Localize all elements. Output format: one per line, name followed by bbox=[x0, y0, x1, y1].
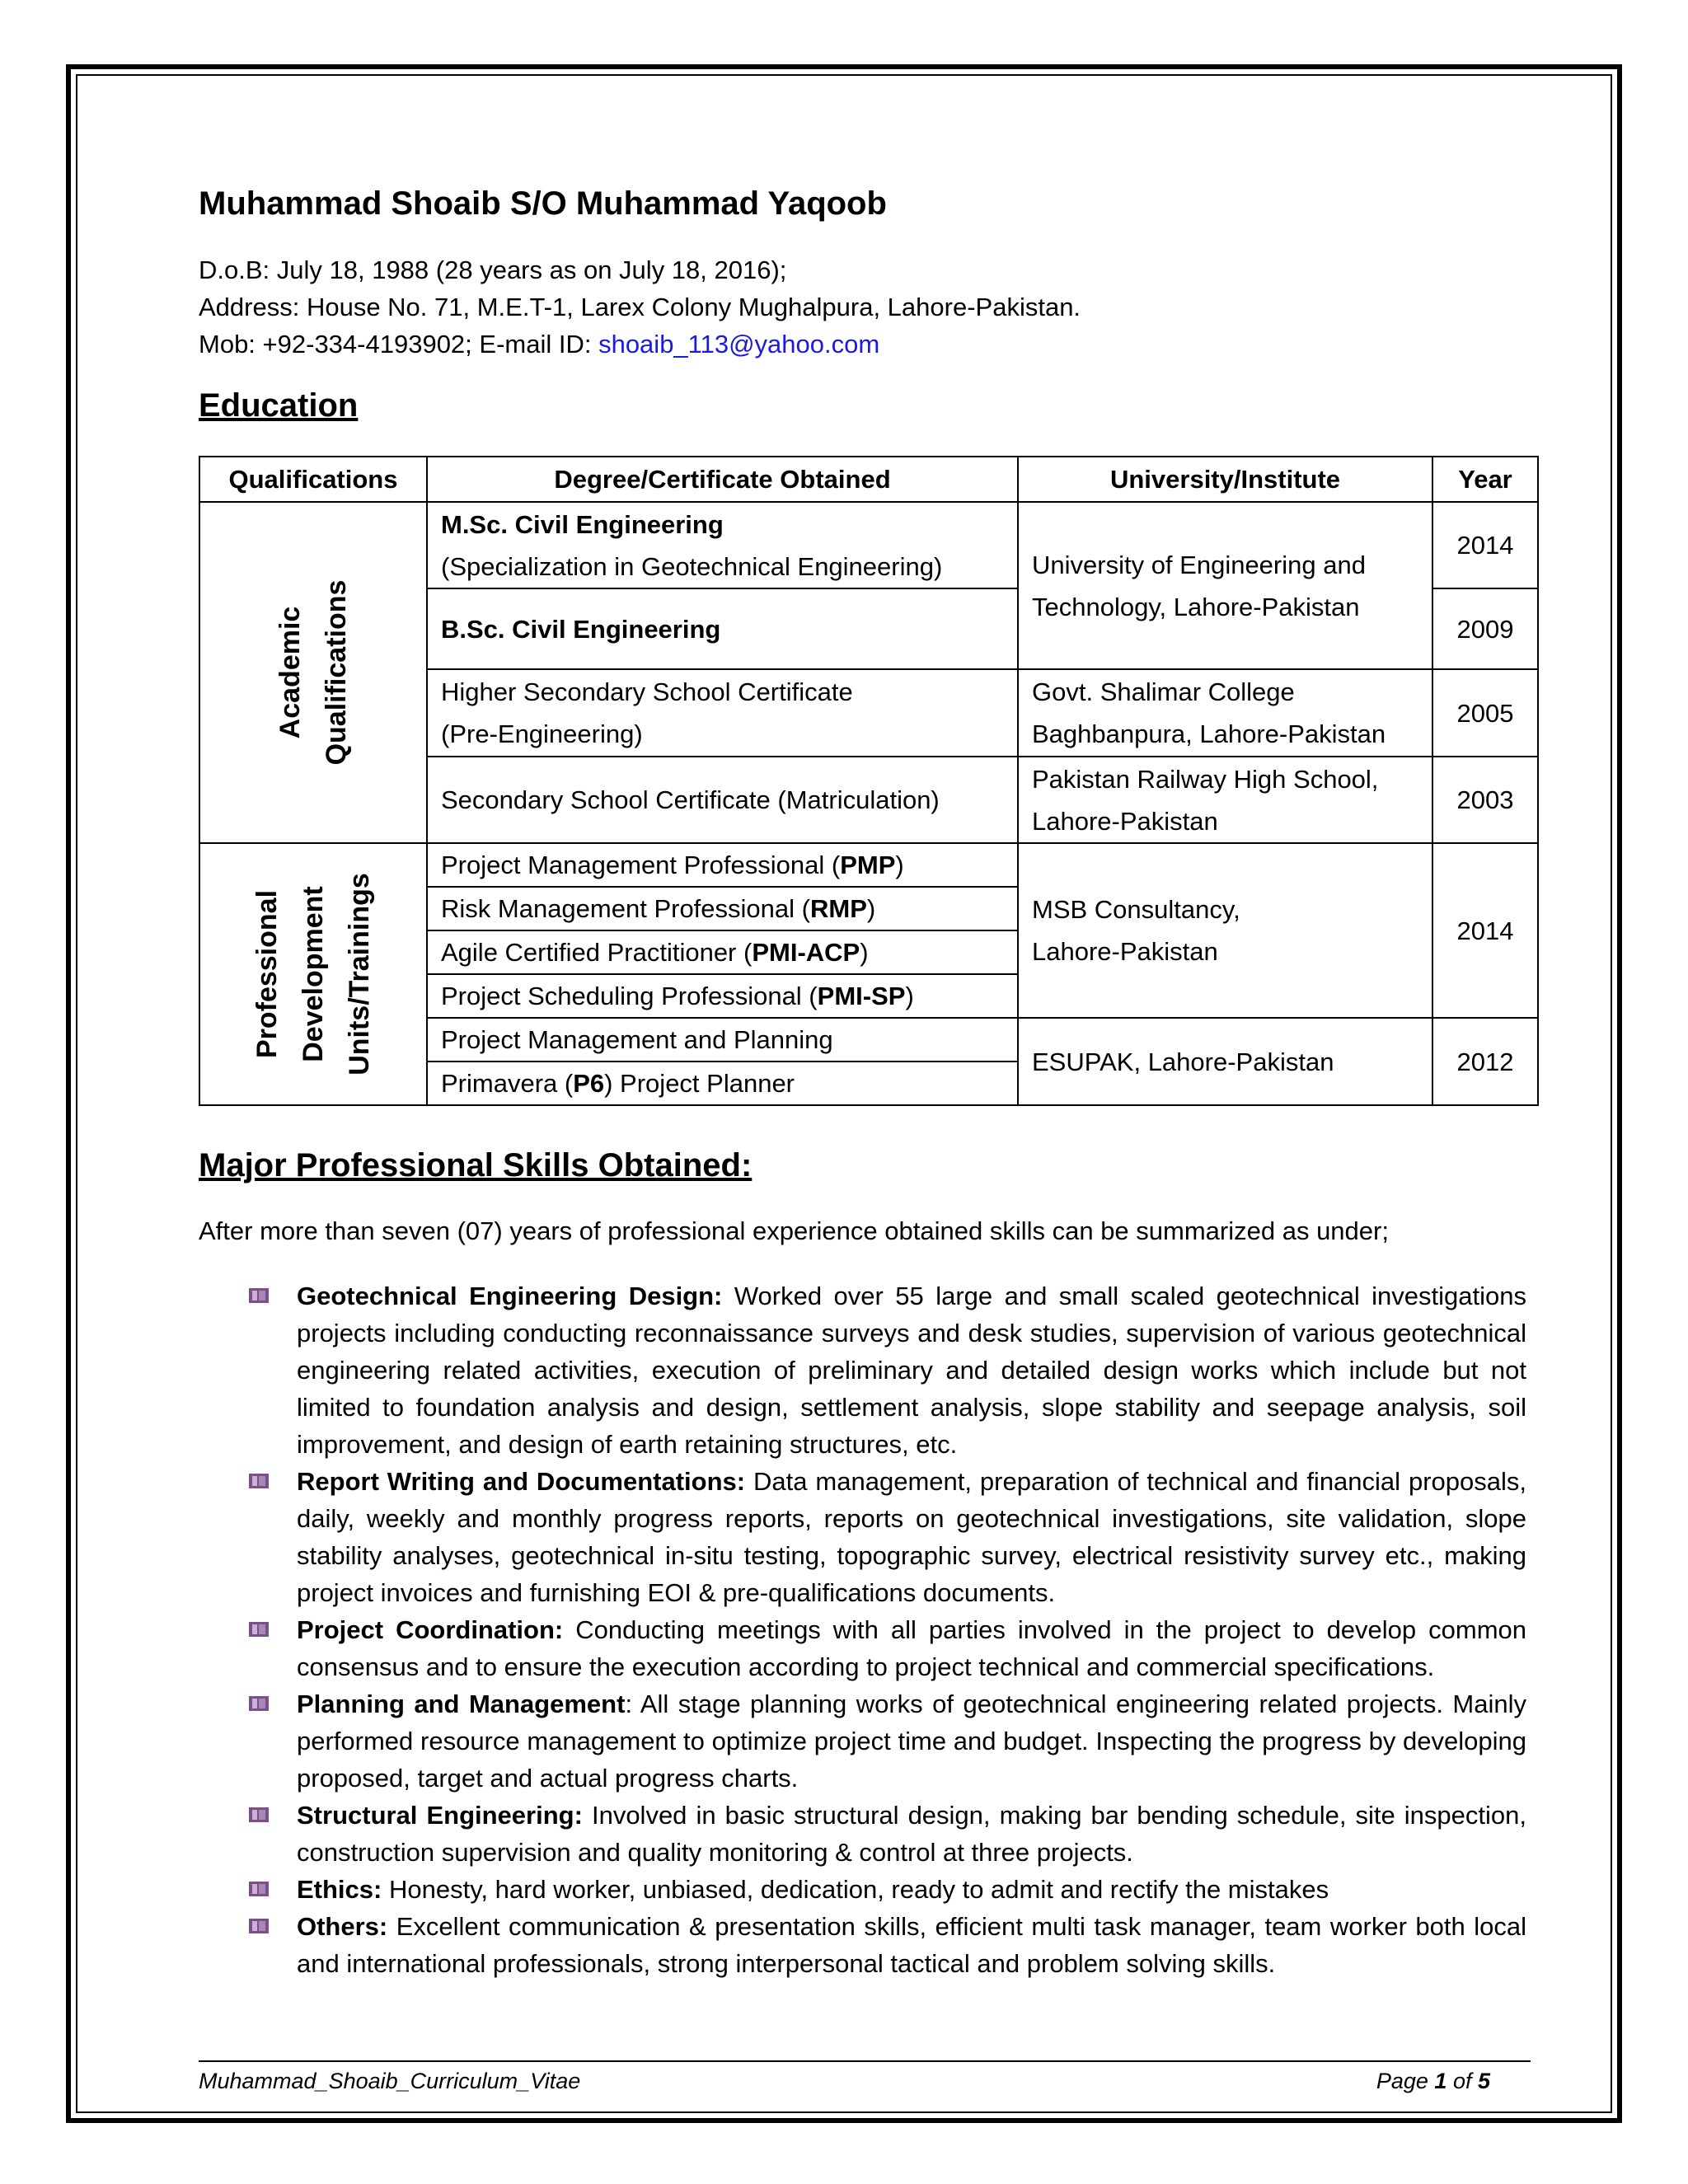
academic-label: Academic bbox=[274, 606, 306, 739]
skill-label: Others: bbox=[297, 1912, 388, 1941]
bullet-book-icon bbox=[247, 1879, 270, 1899]
col-header: Degree/Certificate Obtained bbox=[427, 457, 1018, 502]
institute-cell: ESUPAK, Lahore-Pakistan bbox=[1018, 1018, 1432, 1105]
mobile-text: Mob: +92-334-4193902; E-mail ID: bbox=[199, 330, 599, 359]
training-text: Agile Certified Practitioner ( bbox=[441, 938, 753, 967]
skill-item bbox=[247, 1463, 1526, 1611]
degree-cell: Secondary School Certificate (Matriculation) bbox=[427, 757, 1018, 843]
institute-line: Lahore-Pakistan bbox=[1032, 937, 1218, 966]
professional-development-cell bbox=[199, 843, 427, 1105]
skill-item bbox=[247, 1797, 1526, 1871]
institute-cell bbox=[1018, 669, 1432, 757]
skill-label: Ethics: bbox=[297, 1875, 382, 1904]
footer-page-number bbox=[1376, 2069, 1490, 2094]
year-cell: 2012 bbox=[1432, 1018, 1538, 1105]
education-title: Education bbox=[199, 387, 359, 424]
degree-title: B.Sc. Civil Engineering bbox=[441, 614, 721, 644]
col-header: Qualifications bbox=[199, 457, 427, 502]
training-text: Project Management Professional ( bbox=[441, 851, 841, 879]
skill-label: Project Coordination: bbox=[297, 1615, 564, 1644]
paren: ) bbox=[866, 894, 876, 923]
training-abbr: PMP bbox=[840, 851, 896, 879]
training-cell bbox=[427, 843, 1018, 887]
skill-label: Report Writing and Documentations: bbox=[297, 1467, 746, 1496]
skill-text: Involved in basic structural design, making bar bending schedule, site inspection, construction supervision and quality monitoring & control at three projects. bbox=[297, 1801, 1526, 1867]
year-cell: 2009 bbox=[1432, 588, 1538, 669]
table-header-row bbox=[199, 457, 1538, 502]
skill-item bbox=[247, 1871, 1526, 1908]
page-prefix: Page bbox=[1376, 2069, 1435, 2093]
institute-line: Govt. Shalimar College bbox=[1032, 677, 1295, 706]
paren: ) bbox=[860, 938, 869, 967]
year-cell: 2014 bbox=[1432, 843, 1538, 1018]
table-row bbox=[199, 502, 1538, 588]
footer-divider bbox=[199, 2060, 1531, 2062]
skill-label: Geotechnical Engineering Design: bbox=[297, 1282, 723, 1310]
skill-label: Structural Engineering: bbox=[297, 1801, 583, 1830]
institute-line: University of Engineering and bbox=[1032, 550, 1366, 579]
institute-line: Baghbanpura, Lahore-Pakistan bbox=[1032, 719, 1386, 748]
bullet-book-icon bbox=[247, 1805, 270, 1825]
training-text: Risk Management Professional ( bbox=[441, 894, 810, 923]
skill-text: Conducting meetings with all parties involved in the project to develop common consensus and to ensure the execution according to project technical and commercial specifications. bbox=[297, 1615, 1526, 1681]
year-cell: 2003 bbox=[1432, 757, 1538, 843]
training-cell bbox=[427, 974, 1018, 1018]
candidate-name: Muhammad Shoaib S/O Muhammad Yaqoob bbox=[199, 185, 887, 222]
page-total: 5 bbox=[1477, 2069, 1490, 2093]
training-text: ) Project Planner bbox=[604, 1069, 795, 1098]
page-current: 1 bbox=[1434, 2069, 1447, 2093]
education-table bbox=[199, 456, 1539, 1106]
institute-line: Pakistan Railway High School, bbox=[1032, 764, 1379, 794]
date-of-birth: D.o.B: July 18, 1988 (28 years as on July 18, 2016); bbox=[199, 255, 787, 284]
page-of: of bbox=[1447, 2069, 1478, 2093]
skill-text: Data management, preparation of technical and financial proposals, daily, weekly and monthly progress reports, reports on geotechnical investigations, site validation, slope stability analyses, geotechnical in-situ testing, topographic survey, electrical resistivity survey etc., making project invoices and furnishing EOI & pre-qualifications documents. bbox=[297, 1467, 1526, 1607]
degree-line: (Pre-Engineering) bbox=[441, 719, 643, 748]
skill-item bbox=[247, 1611, 1526, 1685]
pdu-label: Professional bbox=[251, 889, 283, 1059]
skill-item bbox=[247, 1908, 1526, 1982]
col-header: Year bbox=[1432, 457, 1538, 502]
pdu-label: Development bbox=[298, 886, 329, 1062]
paren: ) bbox=[895, 851, 904, 879]
year-cell: 2005 bbox=[1432, 669, 1538, 757]
institute-cell bbox=[1018, 843, 1432, 1018]
bullet-book-icon bbox=[247, 1694, 270, 1713]
training-abbr: PMI-SP bbox=[817, 982, 906, 1010]
institute-cell bbox=[1018, 502, 1432, 669]
skill-text: : All stage planning works of geotechnical engineering related projects. Mainly performed resource management to optimize project time and budget. Inspecting the progress by developing proposed, target and actual progress charts. bbox=[297, 1690, 1526, 1793]
training-text: Primavera ( bbox=[441, 1069, 574, 1098]
skills-title: Major Professional Skills Obtained: bbox=[199, 1147, 753, 1183]
bullet-book-icon bbox=[247, 1619, 270, 1639]
table-row bbox=[199, 843, 1538, 887]
academic-label: Qualifications bbox=[321, 579, 352, 766]
paren: ) bbox=[905, 982, 914, 1010]
degree-cell bbox=[427, 669, 1018, 757]
footer-document-name: Muhammad_Shoaib_Curriculum_Vitae bbox=[199, 2069, 581, 2093]
training-cell bbox=[427, 1062, 1018, 1105]
contact-line bbox=[199, 330, 879, 359]
training-text: Project Scheduling Professional ( bbox=[441, 982, 818, 1010]
training-abbr: RMP bbox=[809, 894, 867, 923]
bullet-book-icon bbox=[247, 1286, 270, 1305]
degree-cell bbox=[427, 502, 1018, 588]
col-header: University/Institute bbox=[1018, 457, 1432, 502]
training-cell bbox=[427, 930, 1018, 974]
academic-qualifications-cell bbox=[199, 502, 427, 843]
skill-text: Worked over 55 large and small scaled geotechnical investigations projects including conducting reconnaissance surveys and desk studies, supervision of various geotechnical engineering related activities, execution of preliminary and detailed design works which include but not limited to foundation analysis and design, settlement analysis, slope stability and seepage analysis, soil improvement, and design of earth retaining structures, etc. bbox=[297, 1282, 1526, 1459]
pdu-label: Units/Trainings bbox=[344, 873, 375, 1076]
skill-item bbox=[247, 1277, 1526, 1463]
training-abbr: P6 bbox=[573, 1069, 605, 1098]
institute-line: Technology, Lahore-Pakistan bbox=[1032, 592, 1360, 621]
bullet-book-icon bbox=[247, 1471, 270, 1491]
institute-line: MSB Consultancy, bbox=[1032, 895, 1240, 924]
degree-cell bbox=[427, 588, 1018, 669]
training-abbr: PMI-ACP bbox=[752, 938, 860, 967]
year-cell: 2014 bbox=[1432, 502, 1538, 588]
email-link[interactable]: shoaib_113@yahoo.com bbox=[598, 330, 880, 359]
skill-label: Planning and Management bbox=[297, 1690, 626, 1718]
institute-cell bbox=[1018, 757, 1432, 843]
skill-item bbox=[247, 1685, 1526, 1797]
skills-intro: After more than seven (07) years of professional experience obtained skills can be summarized as under; bbox=[199, 1216, 1389, 1245]
degree-line: Higher Secondary School Certificate bbox=[441, 677, 853, 706]
training-cell bbox=[427, 887, 1018, 930]
skills-list bbox=[247, 1277, 1526, 1982]
degree-subtitle: (Specialization in Geotechnical Engineering) bbox=[441, 551, 943, 581]
training-cell: Project Management and Planning bbox=[427, 1018, 1018, 1062]
skill-text: Honesty, hard worker, unbiased, dedication, ready to admit and rectify the mistakes bbox=[382, 1875, 1329, 1904]
degree-title: M.Sc. Civil Engineering bbox=[441, 509, 724, 539]
skill-text: Excellent communication & presentation skills, efficient multi task manager, team worker both local and international professionals, strong interpersonal tactical and problem solving skills. bbox=[297, 1912, 1526, 1978]
bullet-book-icon bbox=[247, 1916, 270, 1936]
address: Address: House No. 71, M.E.T-1, Larex Colony Mughalpura, Lahore-Pakistan. bbox=[199, 293, 1081, 321]
institute-line: Lahore-Pakistan bbox=[1032, 806, 1218, 836]
